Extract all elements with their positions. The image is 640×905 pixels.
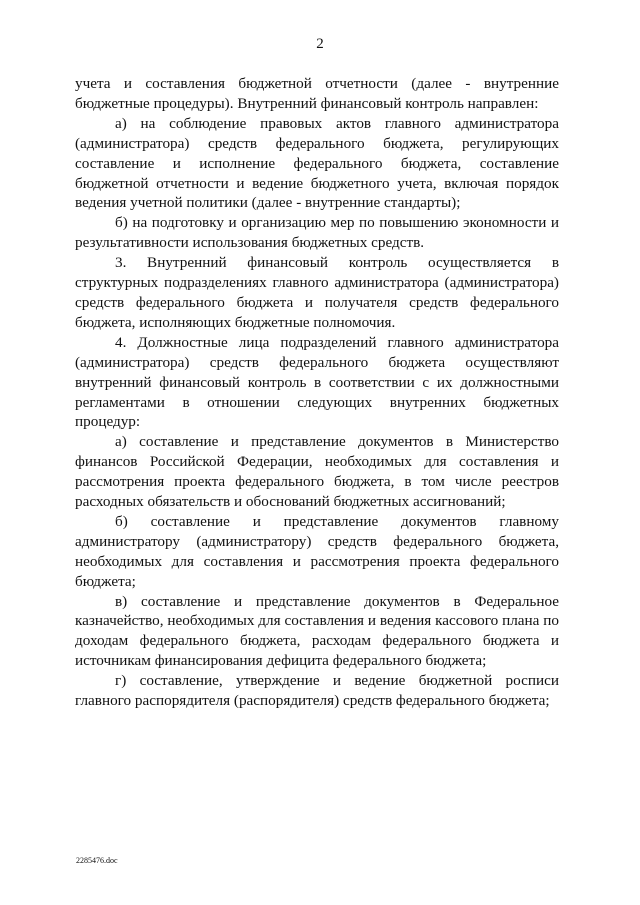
paragraph-item-4v: в) составление и представление документов в Федеральное казначейство, необходимых для составления и ведения кассового плана по доходам федерального бюджета, расходам федерального бюджета и источникам финансирования дефицита федерального бюджета; <box>75 592 559 670</box>
paragraph-item-2b: б) на подготовку и организацию мер по повышению экономности и результативности использования бюджетных средств. <box>75 214 559 252</box>
paragraph-clause-4: 4. Должностные лица подразделений главного администратора (администратора) средств федерального бюджета осуществляют внутренний финансовый контроль в соответствии с их должностными регламентами в отношении следующих внутренних бюджетных процедур: <box>75 333 559 431</box>
paragraph-item-2a: а) на соблюдение правовых актов главного администратора (администратора) средств федерального бюджета, регулирующих составление и исполнение федерального бюджета, составление бюджетной отчетности и ведение бюджетного учета, включая порядок ведения учетной политики (далее - внутренние стандарты); <box>75 114 559 212</box>
paragraph-item-4a: а) составление и представление документов в Министерство финансов Российской Федерации, необходимых для составления и рассмотрения проекта федерального бюджета, в том числе реестров расходных обязательств и обоснований бюджетных ассигнований; <box>75 433 559 511</box>
paragraph-clause-3: 3. Внутренний финансовый контроль осуществляется в структурных подразделениях главного администратора (администратора) средств федерального бюджета и получателя средств федерального бюджета, исполняющих бюджетные полномочия. <box>75 254 559 331</box>
page-number: 2 <box>316 36 324 52</box>
paragraph-item-4b: б) составление и представление документов главному администратору (администратору) средств федерального бюджета, необходимых для составления и рассмотрения проекта федерального бюджета; <box>75 512 559 590</box>
footer-filename: 2285476.doc <box>76 856 118 865</box>
document-body <box>75 74 559 711</box>
paragraph-continuation: учета и составления бюджетной отчетности (далее - внутренние бюджетные процедуры). Внутренний финансовый контроль направлен: <box>75 75 559 112</box>
paragraph-item-4g: г) составление, утверждение и ведение бюджетной росписи главного распорядителя (распорядителя) средств федерального бюджета; <box>75 672 559 710</box>
